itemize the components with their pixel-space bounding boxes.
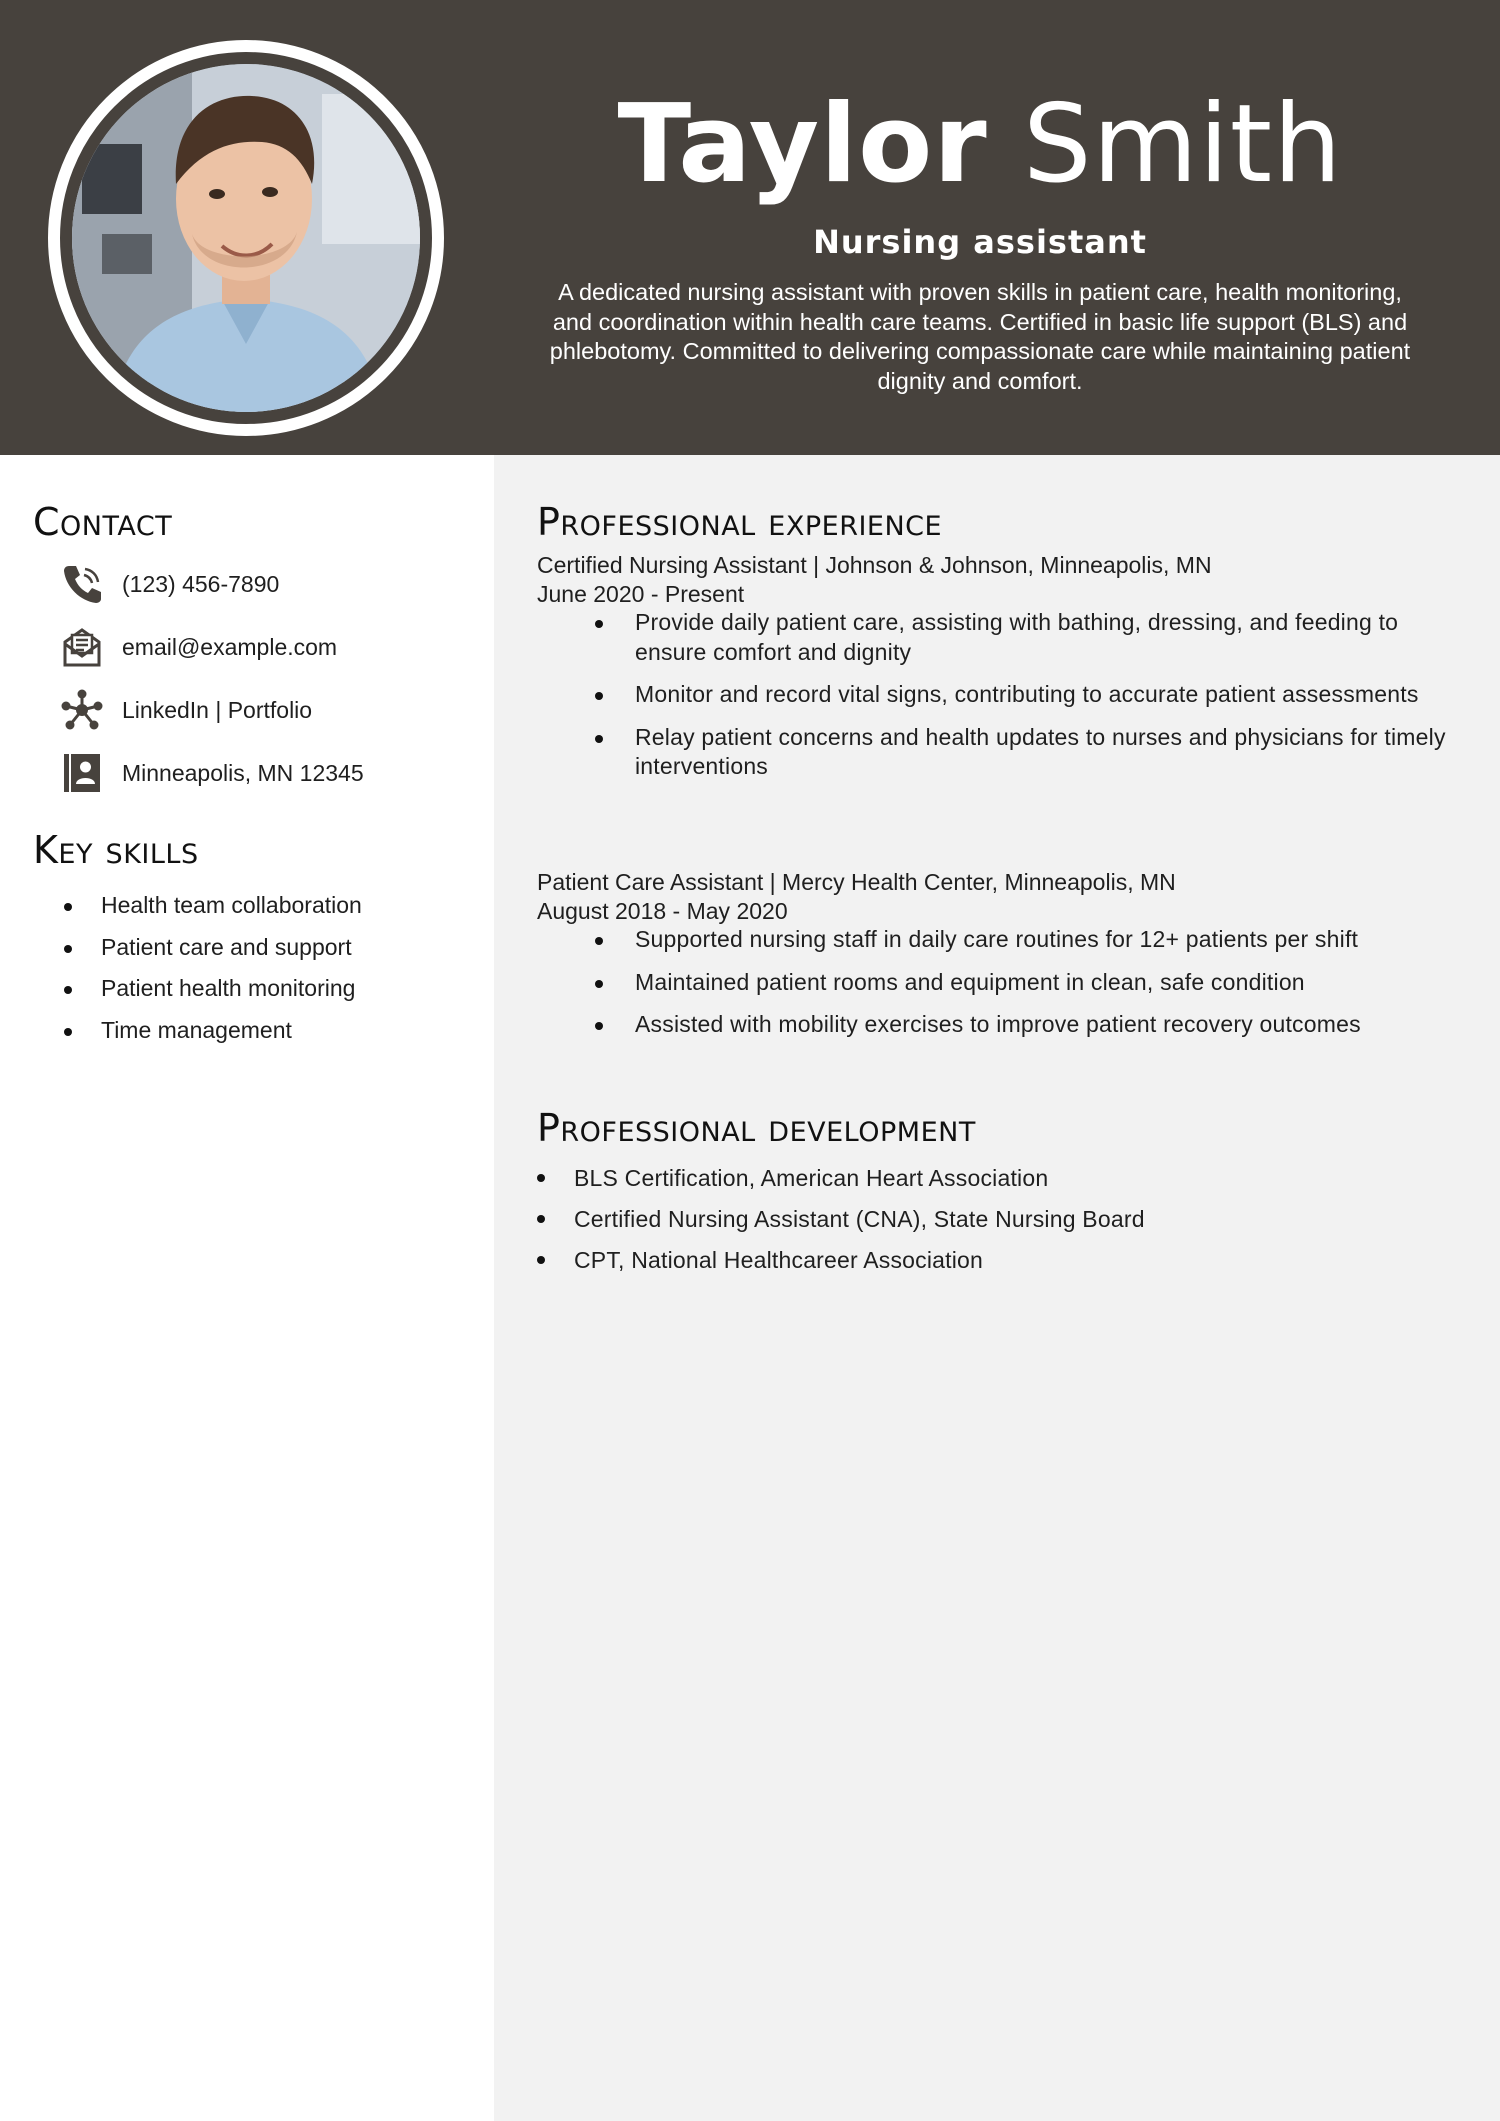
envelope-icon xyxy=(60,626,104,668)
email-text: email@example.com xyxy=(122,633,338,660)
name-block xyxy=(520,70,1440,396)
job-bullets xyxy=(537,925,1467,1040)
job-bullet: Provide daily patient care, assisting with bathing, dressing, and feeding to ensure comfort and dignity xyxy=(537,608,1467,667)
development-item: Certified Nursing Assistant (CNA), State Nursing Board xyxy=(537,1199,1467,1240)
job-bullet: Supported nursing staff in daily care routines for 12+ patients per shift xyxy=(537,925,1467,955)
experience-heading: Professional experience xyxy=(537,500,943,544)
skill-item: Time management xyxy=(60,1010,362,1052)
development-list xyxy=(537,1158,1467,1281)
profile-photo-frame xyxy=(48,40,444,436)
job-dates: August 2018 - May 2020 xyxy=(537,897,788,924)
resume-header xyxy=(0,0,1500,455)
job-bullet: Maintained patient rooms and equipment in clean, safe condition xyxy=(537,968,1467,998)
location-text: Minneapolis, MN 12345 xyxy=(122,759,364,786)
skill-item: Patient health monitoring xyxy=(60,968,362,1010)
job-bullet: Assisted with mobility exercises to improve patient recovery outcomes xyxy=(537,1010,1467,1040)
development-item: CPT, National Healthcareer Association xyxy=(537,1240,1467,1281)
skill-item: Patient care and support xyxy=(60,927,362,969)
job-entry-1 xyxy=(537,551,1467,795)
job-dates: June 2020 - Present xyxy=(537,580,745,607)
job-role: Patient Care Assistant | Mercy Health Center, Minneapolis, MN xyxy=(537,869,1176,895)
contact-phone xyxy=(60,563,364,605)
job-bullets xyxy=(537,608,1467,782)
contact-heading: Contact xyxy=(33,500,173,544)
job-entry-2 xyxy=(537,868,1467,1053)
development-item: BLS Certification, American Heart Association xyxy=(537,1158,1467,1199)
skills-list xyxy=(60,885,362,1051)
contact-email xyxy=(60,626,364,668)
links-text: LinkedIn | Portfolio xyxy=(122,696,313,723)
profile-photo xyxy=(72,64,420,412)
job-title: Nursing assistant xyxy=(813,223,1147,261)
contact-links xyxy=(60,689,364,731)
profile-summary: A dedicated nursing assistant with proven skills in patient care, health monitoring, and coordination within health care teams. Certified in basic life support (BLS) and phlebotomy. Committed to delivering compassionate care while maintaining patient dignity and comfort. xyxy=(549,279,1411,394)
phone-text: (123) 456-7890 xyxy=(122,570,280,597)
skill-item: Health team collaboration xyxy=(60,885,362,927)
contact-location xyxy=(60,752,364,794)
address-book-icon xyxy=(60,752,104,794)
job-bullet: Monitor and record vital signs, contributing to accurate patient assessments xyxy=(537,680,1467,710)
full-name xyxy=(520,70,1440,220)
main-content xyxy=(494,455,1500,2121)
phone-icon xyxy=(60,563,104,605)
last-name: Smith xyxy=(1022,82,1343,207)
network-icon xyxy=(60,689,104,731)
job-bullet: Relay patient concerns and health updates to nurses and physicians for timely interventions xyxy=(537,723,1467,782)
skills-heading: Key skills xyxy=(33,828,199,872)
job-role: Certified Nursing Assistant | Johnson & Johnson, Minneapolis, MN xyxy=(537,552,1212,578)
contact-list xyxy=(60,563,364,815)
first-name: Taylor xyxy=(617,82,988,207)
sidebar xyxy=(0,455,494,2121)
development-heading: Professional development xyxy=(537,1106,976,1150)
